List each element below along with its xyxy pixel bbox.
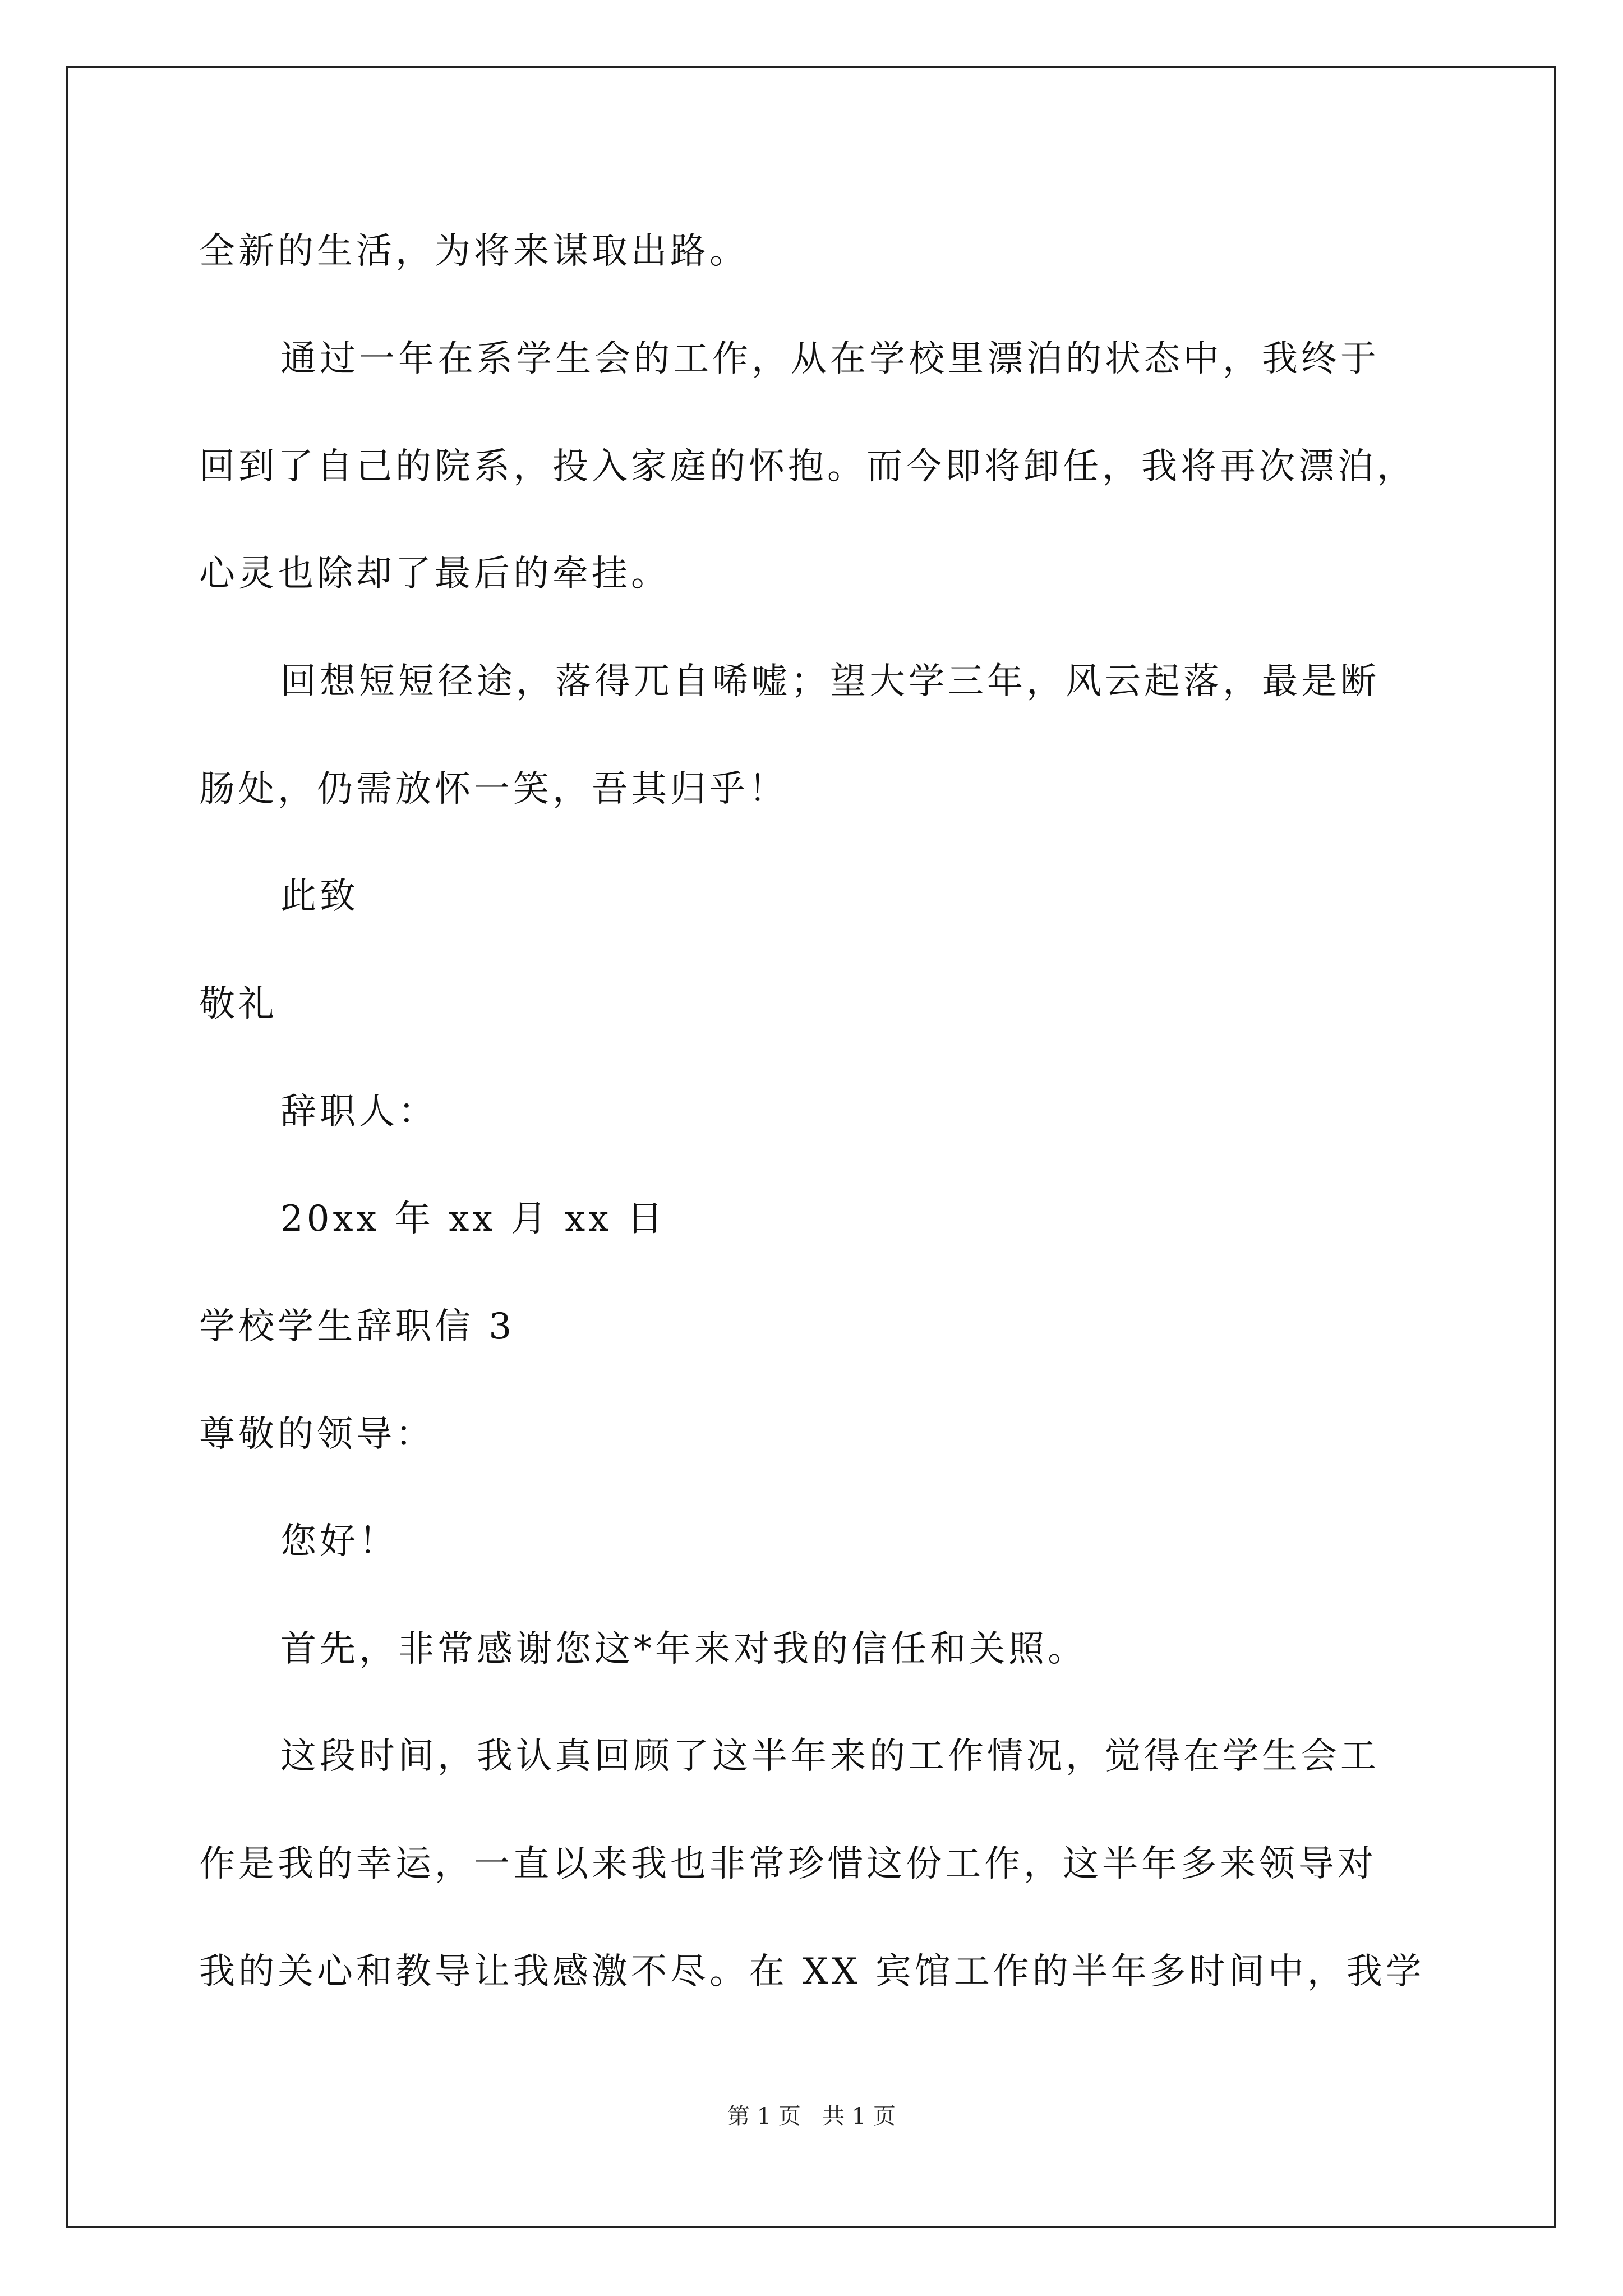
hello-line: 您好！ xyxy=(280,1521,398,1562)
signature-label: 辞职人： xyxy=(280,1091,437,1133)
paragraph-line-4: 心灵也除却了最后的牵挂。 xyxy=(199,553,670,595)
paragraph-line-15: 这段时间，我认真回顾了这半年来的工作情况，觉得在学生会工 xyxy=(280,1736,1380,1777)
closing-respect: 敬礼 xyxy=(199,983,278,1025)
paragraph-line-17: 我的关心和教导让我感激不尽。在 XX 宾馆工作的半年多时间中，我学 xyxy=(199,1951,1425,1993)
page-number-footer: 第 1 页 共 1 页 xyxy=(727,2104,896,2129)
paragraph-line-14: 首先，非常感谢您这*年来对我的信任和关照。 xyxy=(280,1628,1087,1670)
paragraph-line-3: 回到了自己的院系，投入家庭的怀抱。而今即将卸任，我将再次漂泊， xyxy=(199,446,1416,487)
page-border xyxy=(66,66,1556,2228)
section-title: 学校学生辞职信 3 xyxy=(199,1306,515,1347)
closing-salutation: 此致 xyxy=(280,876,359,917)
paragraph-line-2: 通过一年在系学生会的工作，从在学校里漂泊的状态中，我终于 xyxy=(280,338,1380,380)
greeting-line: 尊敬的领导： xyxy=(199,1414,435,1455)
date-line: 20xx 年 xx 月 xx 日 xyxy=(280,1198,666,1240)
paragraph-line-5: 回想短短径途，落得兀自唏嘘；望大学三年，风云起落，最是断 xyxy=(280,661,1380,702)
paragraph-line-16: 作是我的幸运，一直以来我也非常珍惜这份工作，这半年多来领导对 xyxy=(199,1843,1377,1885)
paragraph-line-6: 肠处，仍需放怀一笑，吾其归乎！ xyxy=(199,769,788,810)
paragraph-line-1: 全新的生活，为将来谋取出路。 xyxy=(199,231,749,272)
